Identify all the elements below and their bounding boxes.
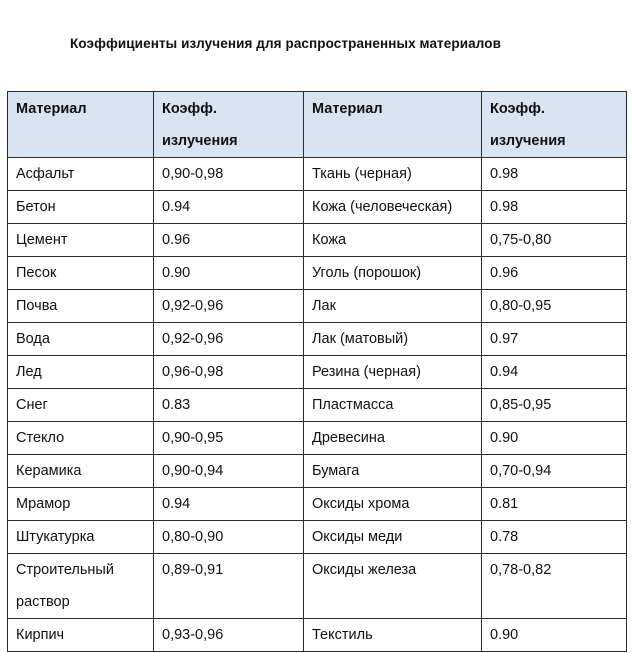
material-left-cell: Лед xyxy=(8,356,154,389)
table-row xyxy=(8,554,627,619)
coef-left-cell: 0,89-0,91 xyxy=(154,554,304,619)
table-row xyxy=(8,356,627,389)
table-row xyxy=(8,191,627,224)
material-left-cell: Снег xyxy=(8,389,154,422)
table-row xyxy=(8,619,627,652)
material-right-cell: Кожа (человеческая) xyxy=(304,191,482,224)
material-right-cell: Оксиды хрома xyxy=(304,488,482,521)
material-right-cell: Древесина xyxy=(304,422,482,455)
coef-right-cell: 0,85-0,95 xyxy=(482,389,627,422)
coef-left-cell: 0,80-0,90 xyxy=(154,521,304,554)
header-coef-left-line1: Коэфф. xyxy=(162,101,217,117)
material-right-cell: Пластмасса xyxy=(304,389,482,422)
header-coef-left-line2: излучения xyxy=(162,133,238,149)
material-right-cell: Оксиды железа xyxy=(304,554,482,619)
table-header-row xyxy=(8,92,627,158)
material-left-cell: Почва xyxy=(8,290,154,323)
header-coef-left xyxy=(154,92,304,158)
coef-right-cell: 0.78 xyxy=(482,521,627,554)
coef-right-cell: 0.81 xyxy=(482,488,627,521)
coef-left-cell: 0,96-0,98 xyxy=(154,356,304,389)
header-coef-right-line2: излучения xyxy=(490,133,566,149)
coef-left-cell: 0.90 xyxy=(154,257,304,290)
table-row xyxy=(8,389,627,422)
coef-right-cell: 0.98 xyxy=(482,158,627,191)
table-row xyxy=(8,290,627,323)
coef-left-cell: 0,92-0,96 xyxy=(154,290,304,323)
coef-left-cell: 0,90-0,95 xyxy=(154,422,304,455)
material-left-cell: Вода xyxy=(8,323,154,356)
coef-left-cell: 0,90-0,98 xyxy=(154,158,304,191)
table-row xyxy=(8,224,627,257)
coef-left-cell: 0,90-0,94 xyxy=(154,455,304,488)
material-left-cell: Кирпич xyxy=(8,619,154,652)
coef-right-cell: 0,75-0,80 xyxy=(482,224,627,257)
material-left-cell: Штукатурка xyxy=(8,521,154,554)
coef-left-cell: 0.96 xyxy=(154,224,304,257)
table-row xyxy=(8,158,627,191)
table-row xyxy=(8,455,627,488)
coef-left-cell: 0.83 xyxy=(154,389,304,422)
material-right-cell: Лак (матовый) xyxy=(304,323,482,356)
coef-right-cell: 0.96 xyxy=(482,257,627,290)
header-material-right: Материал xyxy=(304,92,482,158)
header-coef-right-line1: Коэфф. xyxy=(490,101,545,117)
coef-right-cell: 0,80-0,95 xyxy=(482,290,627,323)
table-row xyxy=(8,488,627,521)
coef-left-cell: 0.94 xyxy=(154,488,304,521)
table-row xyxy=(8,257,627,290)
coef-right-cell: 0,70-0,94 xyxy=(482,455,627,488)
coef-right-cell: 0,78-0,82 xyxy=(482,554,627,619)
material-right-cell: Текстиль xyxy=(304,619,482,652)
material-left-cell: Строительный раствор xyxy=(8,554,154,619)
material-left-cell: Стекло xyxy=(8,422,154,455)
material-left-cell: Цемент xyxy=(8,224,154,257)
material-right-cell: Кожа xyxy=(304,224,482,257)
table-body xyxy=(8,158,627,652)
coef-left-cell: 0,93-0,96 xyxy=(154,619,304,652)
header-material-left: Материал xyxy=(8,92,154,158)
material-right-cell: Лак xyxy=(304,290,482,323)
material-left-cell: Керамика xyxy=(8,455,154,488)
material-left-cell: Мрамор xyxy=(8,488,154,521)
coef-right-cell: 0.90 xyxy=(482,619,627,652)
material-right-cell: Уголь (порошок) xyxy=(304,257,482,290)
coef-right-cell: 0.90 xyxy=(482,422,627,455)
coef-left-cell: 0,92-0,96 xyxy=(154,323,304,356)
coef-right-cell: 0.94 xyxy=(482,356,627,389)
material-left-cell: Асфальт xyxy=(8,158,154,191)
material-left-cell: Песок xyxy=(8,257,154,290)
material-right-cell: Оксиды меди xyxy=(304,521,482,554)
coef-right-cell: 0.97 xyxy=(482,323,627,356)
coef-left-cell: 0.94 xyxy=(154,191,304,224)
material-left-cell: Бетон xyxy=(8,191,154,224)
coef-right-cell: 0.98 xyxy=(482,191,627,224)
table-row xyxy=(8,323,627,356)
material-right-cell: Резина (черная) xyxy=(304,356,482,389)
header-coef-right xyxy=(482,92,627,158)
table-row xyxy=(8,422,627,455)
material-right-cell: Ткань (черная) xyxy=(304,158,482,191)
material-right-cell: Бумага xyxy=(304,455,482,488)
table-row xyxy=(8,521,627,554)
page-title: Коэффициенты излучения для распространенных материалов xyxy=(70,36,501,51)
emissivity-table xyxy=(7,91,627,652)
